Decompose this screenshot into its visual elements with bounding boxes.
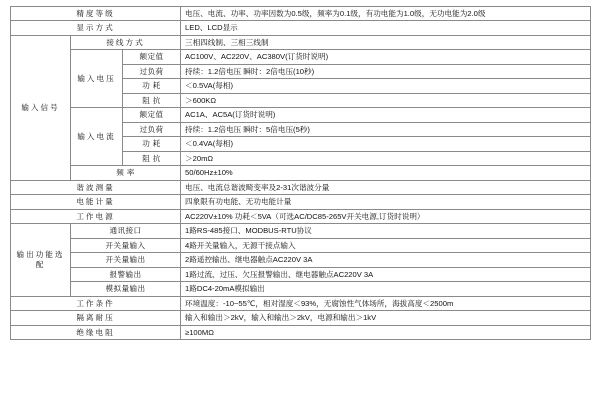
row-label-energy: 电能计量	[11, 195, 181, 209]
row-value-voltage-rated: AC100V、AC220V、AC380V(订货时说明)	[181, 50, 591, 64]
table-row	[11, 50, 591, 64]
row-value-comm-interface: 1路RS-485接口、MODBUS-RTU协议	[181, 224, 591, 238]
table-row	[11, 325, 591, 339]
table-row	[11, 195, 591, 209]
table-row	[11, 224, 591, 238]
row-value-current-rated: AC1A、AC5A(订货时说明)	[181, 108, 591, 122]
group-label-input-current: 输入电流	[71, 108, 123, 166]
table-row	[11, 180, 591, 194]
row-value-alarm-output: 1路过流、过压、欠压报警输出、继电器触点AC220V 3A	[181, 267, 591, 281]
row-value-analog-output: 1路DC4-20mA模拟输出	[181, 282, 591, 296]
table-row	[11, 21, 591, 35]
row-label-voltage-overload: 过负荷	[123, 64, 181, 78]
row-label-current-rated: 额定值	[123, 108, 181, 122]
row-value-insulation: ≥100MΩ	[181, 325, 591, 339]
row-label-working-condition: 工作条件	[11, 296, 181, 310]
row-label-switch-input: 开关量输入	[71, 238, 181, 252]
row-label-frequency: 频 率	[71, 166, 181, 180]
table-row	[11, 253, 591, 267]
row-label-voltage-impedance: 阻 抗	[123, 93, 181, 107]
row-label-display: 显示方式	[11, 21, 181, 35]
row-label-comm-interface: 通讯接口	[71, 224, 181, 238]
table-row	[11, 238, 591, 252]
row-label-switch-output: 开关量输出	[71, 253, 181, 267]
row-label-current-impedance: 阻 抗	[123, 151, 181, 165]
row-value-current-impedance: ＞20mΩ	[181, 151, 591, 165]
row-label-current-power: 功 耗	[123, 137, 181, 151]
row-value-harmonic: 电压、电流总谐波畸变率及2-31次谐波分量	[181, 180, 591, 194]
row-value-current-power: ＜0.4VA(每相)	[181, 137, 591, 151]
row-value-display: LED、LCD显示	[181, 21, 591, 35]
table-row	[11, 108, 591, 122]
row-label-power-supply: 工作电源	[11, 209, 181, 223]
row-label-wiring: 接线方式	[71, 35, 181, 49]
table-row	[11, 282, 591, 296]
row-value-current-overload: 持续：1.2倍电压 瞬时：5倍电压(5秒)	[181, 122, 591, 136]
row-label-current-overload: 过负荷	[123, 122, 181, 136]
row-label-isolation: 隔离耐压	[11, 311, 181, 325]
row-value-frequency: 50/60Hz±10%	[181, 166, 591, 180]
row-value-wiring: 三相四线制、三相三线制	[181, 35, 591, 49]
row-value-switch-input: 4路开关量输入，无源干接点输入	[181, 238, 591, 252]
row-value-isolation: 输入和输出＞2kV，输入和输出＞2kV，电源和输出＞1kV	[181, 311, 591, 325]
row-label-harmonic: 谐波测量	[11, 180, 181, 194]
table-row	[11, 311, 591, 325]
row-value-accuracy: 电压、电流、功率、功率因数为0.5级，频率为0.1级，有功电能为1.0级，无功电能为2.0级	[181, 7, 591, 21]
row-value-power-supply: AC220V±10% 功耗＜5VA（可选AC/DC85-265V开关电源,订货时说明）	[181, 209, 591, 223]
table-row	[11, 296, 591, 310]
row-value-voltage-power: ＜0.5VA(每相)	[181, 79, 591, 93]
table-row	[11, 267, 591, 281]
group-label-input-voltage: 输入电压	[71, 50, 123, 108]
row-label-alarm-output: 报警输出	[71, 267, 181, 281]
row-label-voltage-rated: 额定值	[123, 50, 181, 64]
row-value-switch-output: 2路遥控输出、继电器触点AC220V 3A	[181, 253, 591, 267]
group-label-input-signal: 输入信号	[11, 35, 71, 180]
table-row	[11, 166, 591, 180]
row-value-working-condition: 环境温度：-10~55℃，相对湿度＜93%，无腐蚀性气体场所，海拔高度＜2500m	[181, 296, 591, 310]
table-row	[11, 35, 591, 49]
row-label-analog-output: 模拟量输出	[71, 282, 181, 296]
table-row	[11, 209, 591, 223]
row-label-insulation: 绝缘电阻	[11, 325, 181, 339]
table-row	[11, 7, 591, 21]
row-label-voltage-power: 功 耗	[123, 79, 181, 93]
row-value-voltage-impedance: ＞600KΩ	[181, 93, 591, 107]
row-value-energy: 四象限有功电能、无功电能计量	[181, 195, 591, 209]
row-label-accuracy: 精度等级	[11, 7, 181, 21]
specification-table	[10, 6, 591, 340]
group-label-output-function: 输出功能选配	[11, 224, 71, 296]
row-value-voltage-overload: 持续：1.2倍电压 瞬时：2倍电压(10秒)	[181, 64, 591, 78]
